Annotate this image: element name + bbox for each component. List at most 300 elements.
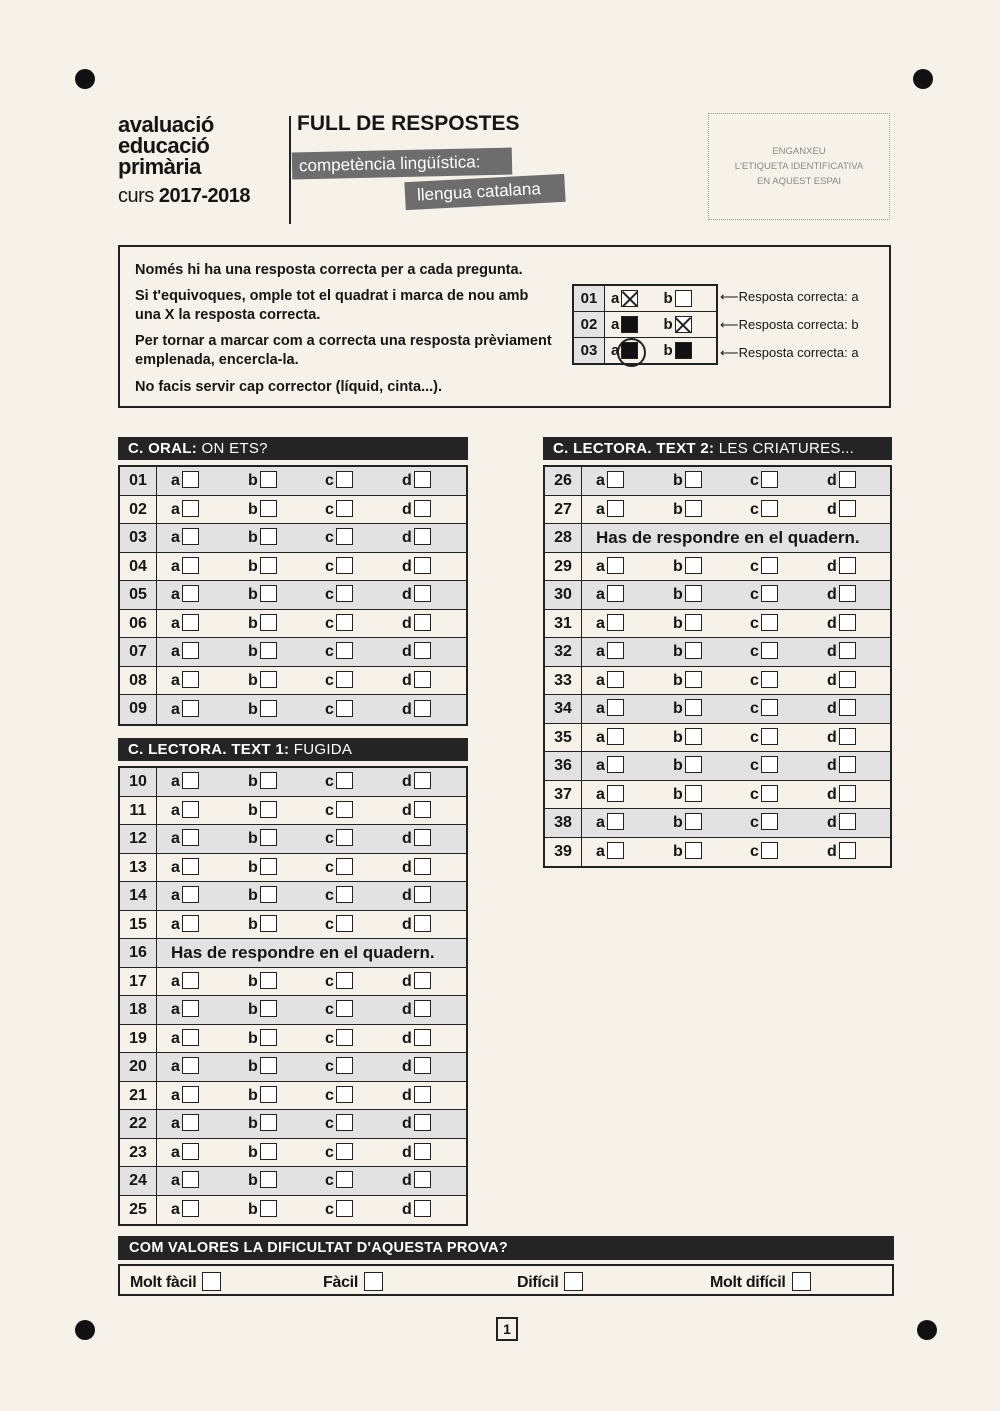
answer-checkbox[interactable] bbox=[839, 557, 856, 574]
answer-option[interactable] bbox=[673, 642, 750, 661]
answer-checkbox[interactable] bbox=[685, 785, 702, 802]
answer-option[interactable] bbox=[325, 585, 402, 604]
answer-checkbox[interactable] bbox=[607, 756, 624, 773]
answer-option[interactable] bbox=[171, 1114, 248, 1133]
answer-option[interactable] bbox=[248, 886, 325, 905]
answer-option[interactable] bbox=[325, 642, 402, 661]
answer-checkbox[interactable] bbox=[414, 858, 431, 875]
answer-checkbox[interactable] bbox=[761, 471, 778, 488]
answer-option[interactable] bbox=[402, 1029, 479, 1048]
difficulty-checkbox[interactable] bbox=[202, 1272, 221, 1291]
answer-option[interactable] bbox=[827, 785, 904, 804]
answer-checkbox[interactable] bbox=[607, 813, 624, 830]
answer-checkbox[interactable] bbox=[336, 1086, 353, 1103]
answer-checkbox[interactable] bbox=[414, 772, 431, 789]
answer-checkbox[interactable] bbox=[182, 585, 199, 602]
answer-option[interactable] bbox=[171, 915, 248, 934]
answer-option[interactable] bbox=[171, 1057, 248, 1076]
answer-option[interactable] bbox=[171, 772, 248, 791]
answer-option[interactable] bbox=[248, 528, 325, 547]
answer-checkbox[interactable] bbox=[182, 772, 199, 789]
answer-checkbox[interactable] bbox=[414, 1057, 431, 1074]
answer-checkbox[interactable] bbox=[685, 671, 702, 688]
answer-checkbox[interactable] bbox=[336, 1200, 353, 1217]
answer-checkbox[interactable] bbox=[414, 829, 431, 846]
answer-checkbox[interactable] bbox=[182, 1171, 199, 1188]
answer-option[interactable] bbox=[248, 1200, 325, 1219]
answer-option[interactable] bbox=[402, 471, 479, 490]
answer-checkbox[interactable] bbox=[414, 886, 431, 903]
answer-option[interactable] bbox=[171, 671, 248, 690]
answer-checkbox[interactable] bbox=[761, 585, 778, 602]
answer-option[interactable] bbox=[750, 699, 827, 718]
answer-option[interactable] bbox=[171, 972, 248, 991]
answer-checkbox[interactable] bbox=[260, 642, 277, 659]
answer-option[interactable] bbox=[402, 829, 479, 848]
answer-option[interactable] bbox=[325, 1086, 402, 1105]
answer-option[interactable] bbox=[248, 585, 325, 604]
answer-option[interactable] bbox=[248, 858, 325, 877]
answer-option[interactable] bbox=[325, 557, 402, 576]
answer-option[interactable] bbox=[325, 1143, 402, 1162]
answer-checkbox[interactable] bbox=[336, 801, 353, 818]
answer-checkbox[interactable] bbox=[336, 772, 353, 789]
answer-option[interactable] bbox=[402, 915, 479, 934]
answer-checkbox[interactable] bbox=[260, 1143, 277, 1160]
answer-option[interactable] bbox=[402, 500, 479, 519]
answer-option[interactable] bbox=[673, 699, 750, 718]
answer-option[interactable] bbox=[402, 1143, 479, 1162]
answer-checkbox[interactable] bbox=[336, 1057, 353, 1074]
answer-checkbox[interactable] bbox=[182, 801, 199, 818]
answer-checkbox[interactable] bbox=[414, 1029, 431, 1046]
answer-checkbox[interactable] bbox=[260, 829, 277, 846]
answer-option[interactable] bbox=[827, 813, 904, 832]
answer-option[interactable] bbox=[325, 1171, 402, 1190]
answer-option[interactable] bbox=[248, 915, 325, 934]
answer-checkbox[interactable] bbox=[839, 642, 856, 659]
answer-option[interactable] bbox=[827, 557, 904, 576]
answer-option[interactable] bbox=[827, 728, 904, 747]
answer-checkbox[interactable] bbox=[182, 915, 199, 932]
answer-checkbox[interactable] bbox=[182, 614, 199, 631]
answer-checkbox[interactable] bbox=[761, 557, 778, 574]
answer-checkbox[interactable] bbox=[182, 1200, 199, 1217]
answer-option[interactable] bbox=[596, 756, 673, 775]
answer-option[interactable] bbox=[596, 614, 673, 633]
answer-checkbox[interactable] bbox=[182, 528, 199, 545]
answer-checkbox[interactable] bbox=[182, 972, 199, 989]
answer-checkbox[interactable] bbox=[761, 842, 778, 859]
answer-checkbox[interactable] bbox=[839, 699, 856, 716]
answer-option[interactable] bbox=[248, 614, 325, 633]
answer-checkbox[interactable] bbox=[336, 700, 353, 717]
answer-checkbox[interactable] bbox=[260, 886, 277, 903]
answer-checkbox[interactable] bbox=[414, 528, 431, 545]
answer-option[interactable] bbox=[673, 813, 750, 832]
answer-checkbox[interactable] bbox=[414, 915, 431, 932]
answer-option[interactable] bbox=[325, 772, 402, 791]
answer-option[interactable] bbox=[827, 471, 904, 490]
answer-option[interactable] bbox=[171, 585, 248, 604]
answer-checkbox[interactable] bbox=[260, 858, 277, 875]
answer-checkbox[interactable] bbox=[414, 801, 431, 818]
answer-option[interactable] bbox=[673, 785, 750, 804]
answer-option[interactable] bbox=[402, 772, 479, 791]
answer-option[interactable] bbox=[248, 1000, 325, 1019]
answer-option[interactable] bbox=[171, 642, 248, 661]
answer-option[interactable] bbox=[750, 728, 827, 747]
answer-checkbox[interactable] bbox=[839, 471, 856, 488]
answer-option[interactable] bbox=[171, 700, 248, 719]
answer-option[interactable] bbox=[248, 557, 325, 576]
answer-checkbox[interactable] bbox=[414, 471, 431, 488]
answer-option[interactable] bbox=[171, 1200, 248, 1219]
answer-checkbox[interactable] bbox=[414, 1000, 431, 1017]
answer-checkbox[interactable] bbox=[260, 1029, 277, 1046]
answer-checkbox[interactable] bbox=[182, 642, 199, 659]
answer-checkbox[interactable] bbox=[761, 500, 778, 517]
answer-option[interactable] bbox=[171, 1029, 248, 1048]
answer-checkbox[interactable] bbox=[260, 671, 277, 688]
answer-checkbox[interactable] bbox=[414, 1171, 431, 1188]
answer-checkbox[interactable] bbox=[336, 642, 353, 659]
answer-option[interactable] bbox=[596, 471, 673, 490]
answer-checkbox[interactable] bbox=[685, 500, 702, 517]
answer-option[interactable] bbox=[248, 1086, 325, 1105]
answer-checkbox[interactable] bbox=[260, 972, 277, 989]
answer-checkbox[interactable] bbox=[414, 671, 431, 688]
answer-checkbox[interactable] bbox=[761, 813, 778, 830]
answer-checkbox[interactable] bbox=[414, 1200, 431, 1217]
answer-option[interactable] bbox=[402, 585, 479, 604]
difficulty-option[interactable]: Fàcil bbox=[323, 1272, 383, 1292]
answer-checkbox[interactable] bbox=[839, 756, 856, 773]
answer-checkbox[interactable] bbox=[607, 557, 624, 574]
answer-checkbox[interactable] bbox=[414, 700, 431, 717]
answer-option[interactable] bbox=[750, 671, 827, 690]
answer-option[interactable] bbox=[325, 500, 402, 519]
answer-checkbox[interactable] bbox=[182, 671, 199, 688]
answer-option[interactable] bbox=[402, 1200, 479, 1219]
answer-option[interactable] bbox=[827, 699, 904, 718]
answer-checkbox[interactable] bbox=[336, 1029, 353, 1046]
answer-checkbox[interactable] bbox=[182, 858, 199, 875]
answer-option[interactable] bbox=[171, 801, 248, 820]
answer-option[interactable] bbox=[248, 700, 325, 719]
answer-option[interactable] bbox=[596, 699, 673, 718]
answer-checkbox[interactable] bbox=[414, 642, 431, 659]
answer-option[interactable] bbox=[248, 1171, 325, 1190]
answer-option[interactable] bbox=[673, 614, 750, 633]
answer-option[interactable] bbox=[171, 1143, 248, 1162]
answer-option[interactable] bbox=[673, 671, 750, 690]
answer-checkbox[interactable] bbox=[182, 557, 199, 574]
answer-checkbox[interactable] bbox=[761, 728, 778, 745]
answer-checkbox[interactable] bbox=[607, 471, 624, 488]
answer-checkbox[interactable] bbox=[260, 471, 277, 488]
answer-checkbox[interactable] bbox=[607, 699, 624, 716]
answer-option[interactable] bbox=[171, 1086, 248, 1105]
answer-option[interactable] bbox=[248, 1057, 325, 1076]
answer-option[interactable] bbox=[402, 1171, 479, 1190]
answer-checkbox[interactable] bbox=[414, 1143, 431, 1160]
answer-checkbox[interactable] bbox=[336, 471, 353, 488]
answer-option[interactable] bbox=[673, 500, 750, 519]
answer-checkbox[interactable] bbox=[260, 772, 277, 789]
answer-option[interactable] bbox=[596, 557, 673, 576]
answer-checkbox[interactable] bbox=[839, 585, 856, 602]
answer-option[interactable] bbox=[827, 642, 904, 661]
answer-checkbox[interactable] bbox=[607, 642, 624, 659]
answer-option[interactable] bbox=[248, 1114, 325, 1133]
difficulty-checkbox[interactable] bbox=[792, 1272, 811, 1291]
answer-option[interactable] bbox=[171, 471, 248, 490]
answer-option[interactable] bbox=[325, 700, 402, 719]
answer-option[interactable] bbox=[248, 829, 325, 848]
answer-checkbox[interactable] bbox=[685, 842, 702, 859]
answer-option[interactable] bbox=[325, 1029, 402, 1048]
answer-option[interactable] bbox=[325, 1000, 402, 1019]
answer-checkbox[interactable] bbox=[336, 972, 353, 989]
answer-checkbox[interactable] bbox=[336, 500, 353, 517]
answer-checkbox[interactable] bbox=[182, 500, 199, 517]
answer-checkbox[interactable] bbox=[336, 528, 353, 545]
answer-checkbox[interactable] bbox=[685, 756, 702, 773]
answer-option[interactable] bbox=[596, 842, 673, 861]
answer-option[interactable] bbox=[402, 1114, 479, 1133]
answer-option[interactable] bbox=[325, 972, 402, 991]
answer-option[interactable] bbox=[750, 642, 827, 661]
answer-checkbox[interactable] bbox=[839, 671, 856, 688]
answer-checkbox[interactable] bbox=[414, 585, 431, 602]
answer-option[interactable] bbox=[325, 886, 402, 905]
answer-option[interactable] bbox=[673, 471, 750, 490]
answer-option[interactable] bbox=[402, 614, 479, 633]
answer-option[interactable] bbox=[673, 842, 750, 861]
answer-checkbox[interactable] bbox=[685, 728, 702, 745]
answer-option[interactable] bbox=[248, 801, 325, 820]
answer-checkbox[interactable] bbox=[414, 972, 431, 989]
answer-option[interactable] bbox=[402, 886, 479, 905]
answer-checkbox[interactable] bbox=[839, 614, 856, 631]
answer-checkbox[interactable] bbox=[761, 614, 778, 631]
answer-checkbox[interactable] bbox=[761, 756, 778, 773]
answer-option[interactable] bbox=[750, 813, 827, 832]
answer-checkbox[interactable] bbox=[182, 471, 199, 488]
difficulty-option[interactable]: Molt difícil bbox=[710, 1272, 811, 1292]
answer-checkbox[interactable] bbox=[839, 813, 856, 830]
answer-checkbox[interactable] bbox=[685, 557, 702, 574]
answer-option[interactable] bbox=[171, 614, 248, 633]
answer-option[interactable] bbox=[402, 642, 479, 661]
answer-checkbox[interactable] bbox=[182, 1057, 199, 1074]
difficulty-option[interactable]: Difícil bbox=[517, 1272, 583, 1292]
answer-checkbox[interactable] bbox=[839, 785, 856, 802]
answer-option[interactable] bbox=[248, 772, 325, 791]
answer-option[interactable] bbox=[402, 801, 479, 820]
answer-option[interactable] bbox=[248, 1143, 325, 1162]
answer-option[interactable] bbox=[827, 614, 904, 633]
answer-option[interactable] bbox=[673, 728, 750, 747]
answer-checkbox[interactable] bbox=[336, 1114, 353, 1131]
answer-checkbox[interactable] bbox=[336, 585, 353, 602]
answer-option[interactable] bbox=[402, 671, 479, 690]
answer-checkbox[interactable] bbox=[607, 728, 624, 745]
answer-option[interactable] bbox=[325, 915, 402, 934]
answer-checkbox[interactable] bbox=[685, 614, 702, 631]
answer-option[interactable] bbox=[596, 500, 673, 519]
answer-checkbox[interactable] bbox=[182, 1000, 199, 1017]
answer-checkbox[interactable] bbox=[260, 801, 277, 818]
answer-option[interactable] bbox=[673, 585, 750, 604]
answer-checkbox[interactable] bbox=[336, 858, 353, 875]
answer-checkbox[interactable] bbox=[839, 500, 856, 517]
answer-checkbox[interactable] bbox=[336, 1143, 353, 1160]
answer-option[interactable] bbox=[248, 972, 325, 991]
answer-checkbox[interactable] bbox=[182, 1143, 199, 1160]
answer-checkbox[interactable] bbox=[260, 1114, 277, 1131]
answer-option[interactable] bbox=[325, 801, 402, 820]
answer-checkbox[interactable] bbox=[607, 842, 624, 859]
answer-option[interactable] bbox=[402, 700, 479, 719]
answer-checkbox[interactable] bbox=[182, 1086, 199, 1103]
answer-checkbox[interactable] bbox=[607, 585, 624, 602]
answer-checkbox[interactable] bbox=[607, 671, 624, 688]
answer-checkbox[interactable] bbox=[182, 829, 199, 846]
answer-option[interactable] bbox=[402, 528, 479, 547]
answer-checkbox[interactable] bbox=[336, 829, 353, 846]
answer-checkbox[interactable] bbox=[260, 1171, 277, 1188]
answer-checkbox[interactable] bbox=[607, 500, 624, 517]
answer-option[interactable] bbox=[248, 500, 325, 519]
answer-option[interactable] bbox=[171, 500, 248, 519]
answer-option[interactable] bbox=[171, 886, 248, 905]
answer-checkbox[interactable] bbox=[260, 500, 277, 517]
answer-option[interactable] bbox=[402, 557, 479, 576]
answer-checkbox[interactable] bbox=[260, 1200, 277, 1217]
answer-checkbox[interactable] bbox=[260, 1000, 277, 1017]
answer-checkbox[interactable] bbox=[260, 915, 277, 932]
answer-checkbox[interactable] bbox=[685, 585, 702, 602]
answer-checkbox[interactable] bbox=[260, 614, 277, 631]
answer-checkbox[interactable] bbox=[839, 728, 856, 745]
answer-option[interactable] bbox=[827, 756, 904, 775]
answer-option[interactable] bbox=[750, 842, 827, 861]
answer-checkbox[interactable] bbox=[685, 471, 702, 488]
answer-checkbox[interactable] bbox=[182, 1029, 199, 1046]
answer-checkbox[interactable] bbox=[685, 813, 702, 830]
answer-checkbox[interactable] bbox=[336, 614, 353, 631]
answer-checkbox[interactable] bbox=[260, 1057, 277, 1074]
answer-checkbox[interactable] bbox=[260, 557, 277, 574]
difficulty-option[interactable]: Molt fàcil bbox=[130, 1272, 221, 1292]
answer-checkbox[interactable] bbox=[260, 585, 277, 602]
answer-option[interactable] bbox=[248, 642, 325, 661]
answer-checkbox[interactable] bbox=[607, 785, 624, 802]
answer-option[interactable] bbox=[171, 858, 248, 877]
answer-checkbox[interactable] bbox=[414, 557, 431, 574]
answer-checkbox[interactable] bbox=[414, 500, 431, 517]
answer-option[interactable] bbox=[596, 585, 673, 604]
answer-option[interactable] bbox=[402, 1000, 479, 1019]
answer-option[interactable] bbox=[827, 671, 904, 690]
answer-option[interactable] bbox=[325, 1200, 402, 1219]
answer-option[interactable] bbox=[402, 1057, 479, 1076]
answer-option[interactable] bbox=[750, 756, 827, 775]
answer-checkbox[interactable] bbox=[336, 1000, 353, 1017]
answer-option[interactable] bbox=[827, 500, 904, 519]
answer-checkbox[interactable] bbox=[182, 886, 199, 903]
answer-option[interactable] bbox=[596, 785, 673, 804]
difficulty-checkbox[interactable] bbox=[564, 1272, 583, 1291]
answer-option[interactable] bbox=[171, 528, 248, 547]
answer-option[interactable] bbox=[171, 1171, 248, 1190]
answer-option[interactable] bbox=[325, 858, 402, 877]
answer-option[interactable] bbox=[248, 671, 325, 690]
answer-checkbox[interactable] bbox=[839, 842, 856, 859]
answer-checkbox[interactable] bbox=[336, 886, 353, 903]
answer-checkbox[interactable] bbox=[260, 528, 277, 545]
answer-option[interactable] bbox=[750, 614, 827, 633]
answer-checkbox[interactable] bbox=[685, 699, 702, 716]
answer-option[interactable] bbox=[325, 829, 402, 848]
answer-checkbox[interactable] bbox=[260, 700, 277, 717]
answer-checkbox[interactable] bbox=[761, 671, 778, 688]
answer-option[interactable] bbox=[596, 671, 673, 690]
answer-checkbox[interactable] bbox=[761, 699, 778, 716]
answer-option[interactable] bbox=[827, 585, 904, 604]
answer-option[interactable] bbox=[750, 557, 827, 576]
answer-option[interactable] bbox=[750, 500, 827, 519]
answer-option[interactable] bbox=[325, 671, 402, 690]
answer-checkbox[interactable] bbox=[182, 1114, 199, 1131]
answer-checkbox[interactable] bbox=[336, 671, 353, 688]
answer-option[interactable] bbox=[171, 1000, 248, 1019]
answer-option[interactable] bbox=[596, 813, 673, 832]
answer-option[interactable] bbox=[750, 471, 827, 490]
answer-option[interactable] bbox=[750, 785, 827, 804]
answer-option[interactable] bbox=[325, 1114, 402, 1133]
answer-checkbox[interactable] bbox=[260, 1086, 277, 1103]
answer-checkbox[interactable] bbox=[761, 785, 778, 802]
answer-option[interactable] bbox=[596, 642, 673, 661]
answer-option[interactable] bbox=[171, 829, 248, 848]
answer-option[interactable] bbox=[402, 858, 479, 877]
answer-option[interactable] bbox=[325, 471, 402, 490]
answer-option[interactable] bbox=[402, 972, 479, 991]
answer-option[interactable] bbox=[325, 614, 402, 633]
answer-checkbox[interactable] bbox=[336, 915, 353, 932]
answer-checkbox[interactable] bbox=[414, 614, 431, 631]
answer-option[interactable] bbox=[673, 557, 750, 576]
answer-checkbox[interactable] bbox=[685, 642, 702, 659]
answer-option[interactable] bbox=[673, 756, 750, 775]
answer-checkbox[interactable] bbox=[336, 557, 353, 574]
answer-option[interactable] bbox=[325, 528, 402, 547]
answer-option[interactable] bbox=[325, 1057, 402, 1076]
difficulty-checkbox[interactable] bbox=[364, 1272, 383, 1291]
answer-option[interactable] bbox=[248, 471, 325, 490]
answer-checkbox[interactable] bbox=[414, 1114, 431, 1131]
answer-checkbox[interactable] bbox=[336, 1171, 353, 1188]
answer-checkbox[interactable] bbox=[182, 700, 199, 717]
answer-checkbox[interactable] bbox=[607, 614, 624, 631]
answer-option[interactable] bbox=[827, 842, 904, 861]
answer-option[interactable] bbox=[750, 585, 827, 604]
answer-option[interactable] bbox=[402, 1086, 479, 1105]
answer-option[interactable] bbox=[248, 1029, 325, 1048]
